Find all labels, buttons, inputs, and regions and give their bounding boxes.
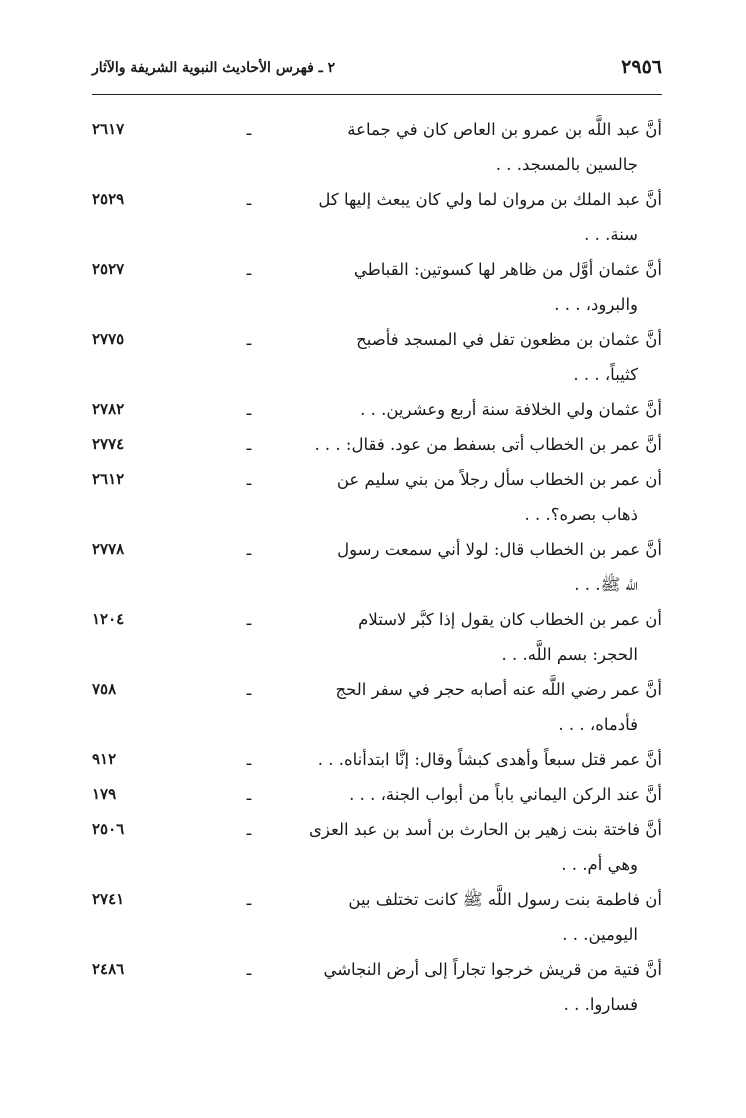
- index-entry: [92, 812, 662, 882]
- page-header: [92, 52, 662, 92]
- entry-continuation-line: وهي أم. . .: [561, 855, 638, 874]
- entry-dash: ـ: [246, 120, 252, 139]
- entry-text: [308, 812, 662, 882]
- hadith-number: ٢٧٨٢: [92, 400, 125, 418]
- entry-dash: ـ: [246, 260, 252, 279]
- entry-continuation-line: اللَّه ﷺ. . .: [574, 575, 638, 594]
- entry-continuation-line: اليومين. . .: [562, 925, 638, 944]
- entry-first-line: أنَّ عثمان أوَّل من ظاهر لها كسوتين: القباطي: [353, 260, 662, 279]
- entry-text: [322, 777, 662, 812]
- entry-dash: ـ: [246, 540, 252, 559]
- hadith-number: ١٧٩: [92, 785, 117, 803]
- index-entry: [92, 777, 662, 812]
- entry-text: [322, 602, 662, 672]
- entry-first-line: أنَّ عبد الملك بن مروان لما ولي كان يبعث إليها كل: [318, 190, 662, 209]
- index-entry: [92, 742, 662, 777]
- entry-continuation-line: فساروا. . .: [563, 995, 638, 1014]
- entry-text: [317, 742, 662, 777]
- entry-first-line: أنَّ عبد اللَّه بن عمرو بن العاص كان في جماعة: [347, 120, 662, 139]
- entry-text: [322, 882, 662, 952]
- hadith-number: ١٢٠٤: [92, 610, 125, 628]
- hadith-number: ٢٦١٧: [92, 120, 125, 138]
- entry-first-line: أنَّ فتية من قريش خرجوا تجاراً إلى أرض النجاشي: [323, 960, 662, 979]
- entry-dash: ـ: [246, 680, 252, 699]
- entry-text: [322, 462, 662, 532]
- entry-first-line: أنَّ عمر بن الخطاب قال: لولا أني سمعت رسول: [337, 540, 662, 559]
- hadith-number: ٢٤٨٦: [92, 960, 125, 978]
- entry-dash: ـ: [246, 610, 252, 629]
- index-entry: [92, 602, 662, 672]
- entry-text: [322, 322, 662, 392]
- entry-first-line: أنَّ عثمان بن مظعون تفل في المسجد فأصبح: [356, 330, 662, 349]
- hadith-number: ٢٥٠٦: [92, 820, 125, 838]
- entry-continuation-line: والبرود، . . .: [554, 295, 638, 314]
- hadith-number: ٢٦١٢: [92, 470, 125, 488]
- index-entry: [92, 462, 662, 532]
- index-entry: [92, 392, 662, 427]
- entry-text: [322, 252, 662, 322]
- entry-continuation-line: سنة. . .: [584, 225, 638, 244]
- entry-continuation-line: الحجر: بسم اللَّه. . .: [501, 645, 638, 664]
- entry-first-line: أنَّ عمر بن الخطاب أتى بسفط من عود. فقال: . . .: [314, 435, 662, 454]
- entry-first-line: أنَّ عمر قتل سبعاً وأهدى كبشاً وقال: إنَّا ابتدأناه. . .: [317, 750, 662, 769]
- entry-first-line: أن فاطمة بنت رسول اللَّه ﷺ كانت تختلف بين: [348, 890, 662, 909]
- index-entry: [92, 112, 662, 182]
- running-title: ٢ ـ فهرس الأحاديث النبوية الشريفة والآثار: [92, 60, 336, 76]
- entry-continuation-line: جالسين بالمسجد. . .: [495, 155, 638, 174]
- entry-dash: ـ: [246, 890, 252, 909]
- entry-first-line: أن عمر بن الخطاب سأل رجلاً من بني سليم عن: [336, 470, 662, 489]
- entry-text: [314, 427, 662, 462]
- index-entry: [92, 882, 662, 952]
- index-entry: [92, 252, 662, 322]
- hadith-number: ٢٧٧٤: [92, 435, 125, 453]
- entry-text: [322, 532, 662, 602]
- hadith-index-list: [92, 112, 662, 1022]
- hadith-number: ٢٥٢٧: [92, 260, 125, 278]
- entry-continuation-line: كثيباً، . . .: [573, 365, 638, 384]
- hadith-number: ٧٥٨: [92, 680, 117, 698]
- entry-dash: ـ: [246, 190, 252, 209]
- index-entry: [92, 952, 662, 1022]
- entry-dash: ـ: [246, 750, 252, 769]
- header-rule: [92, 94, 662, 95]
- entry-dash: ـ: [246, 785, 252, 804]
- entry-text: [322, 672, 662, 742]
- entry-dash: ـ: [246, 435, 252, 454]
- entry-dash: ـ: [246, 330, 252, 349]
- hadith-number: ٩١٢: [92, 750, 117, 768]
- index-entry: [92, 427, 662, 462]
- entry-dash: ـ: [246, 400, 252, 419]
- entry-continuation-line: ذهاب بصره؟. . .: [524, 505, 638, 524]
- entry-text: [322, 392, 662, 427]
- page-number: ٢٩٥٦: [621, 56, 662, 78]
- entry-first-line: أنَّ عثمان ولي الخلافة سنة أربع وعشرين. . .: [360, 400, 662, 419]
- entry-first-line: أنَّ عمر رضي اللَّه عنه أصابه حجر في سفر الحج: [335, 680, 662, 699]
- entry-first-line: أنَّ فاختة بنت زهير بن الحارث بن أسد بن عبد العزى: [308, 820, 662, 839]
- hadith-number: ٢٧٧٥: [92, 330, 125, 348]
- entry-dash: ـ: [246, 470, 252, 489]
- entry-first-line: أن عمر بن الخطاب كان يقول إذا كبَّر لاستلام: [358, 610, 662, 629]
- entry-text: [322, 952, 662, 1022]
- entry-text: [322, 112, 662, 182]
- index-entry: [92, 532, 662, 602]
- index-entry: [92, 182, 662, 252]
- entry-continuation-line: فأدماه، . . .: [558, 715, 638, 734]
- hadith-number: ٢٧٤١: [92, 890, 125, 908]
- index-entry: [92, 322, 662, 392]
- entry-text: [318, 182, 662, 252]
- entry-dash: ـ: [246, 960, 252, 979]
- entry-dash: ـ: [246, 820, 252, 839]
- index-entry: [92, 672, 662, 742]
- entry-first-line: أنَّ عند الركن اليماني باباً من أبواب الجنة، . . .: [349, 785, 662, 804]
- hadith-number: ٢٥٢٩: [92, 190, 125, 208]
- hadith-number: ٢٧٧٨: [92, 540, 125, 558]
